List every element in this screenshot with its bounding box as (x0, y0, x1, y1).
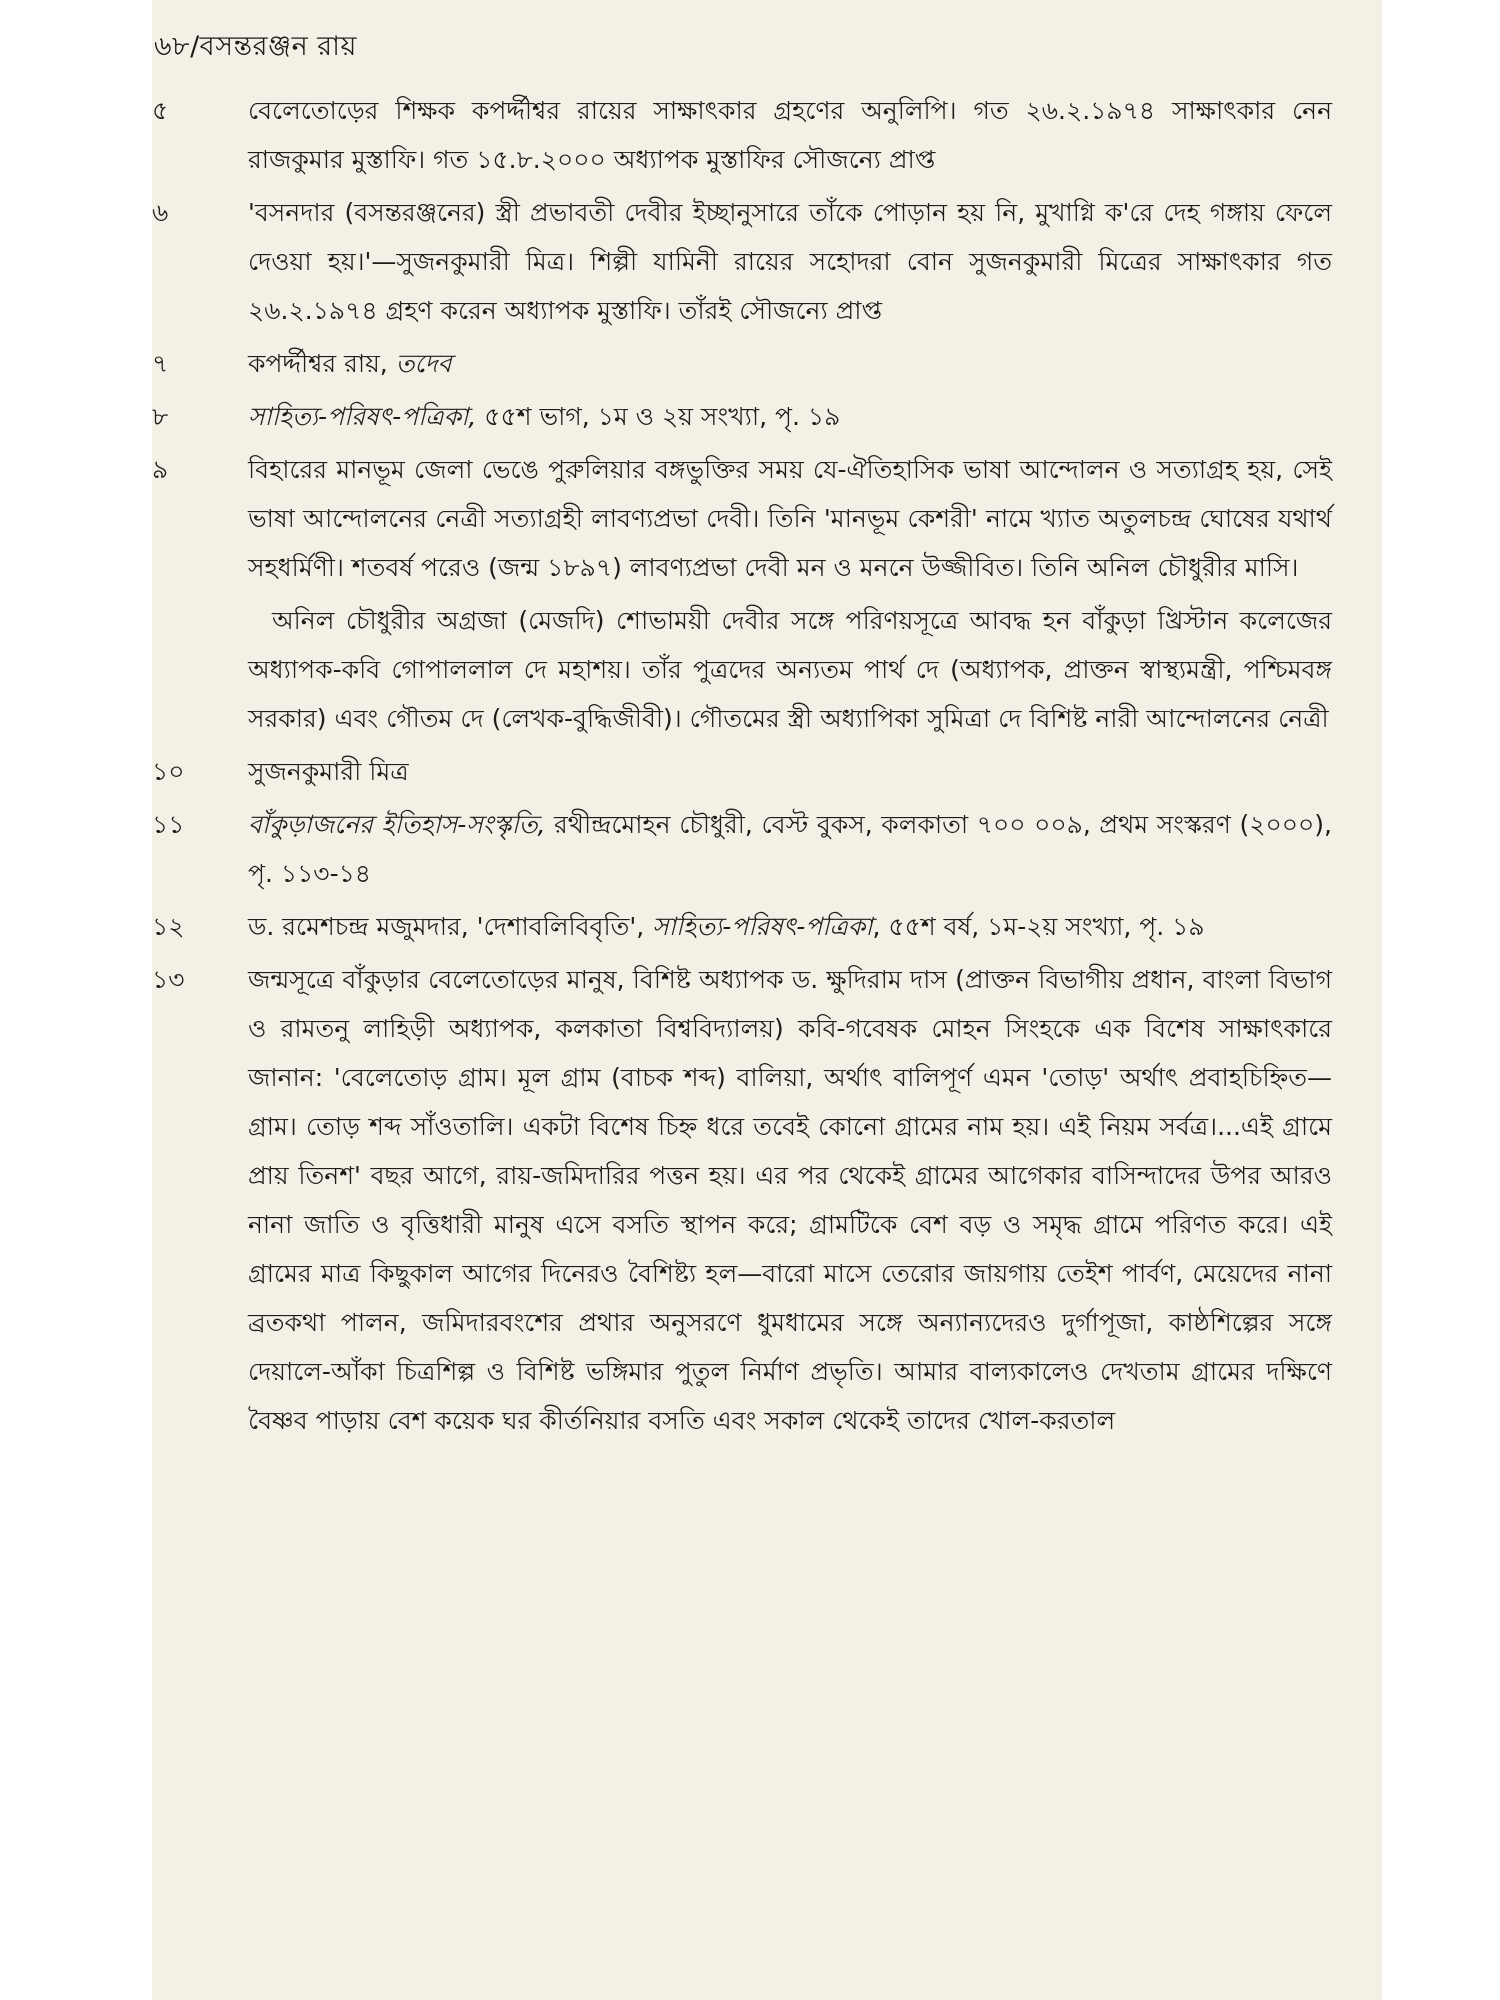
note-number: ১৩ (152, 965, 185, 994)
note-number: ৯ (152, 455, 169, 484)
note-number: ৭ (152, 349, 169, 378)
note-number: ১০ (152, 757, 185, 786)
note-text: বিহারের মানভূম জেলা ভেঙে পুরুলিয়ার বঙ্গভুক্তির সময় যে-ঐতিহাসিক ভাষা আন্দোলন ও সত্যাগ্রহ হয়, সেই ভাষা আন্দোলনের নেত্রী সত্যাগ্রহী লাবণ্যপ্রভা দেবী। তিনি 'মানভূম কেশরী' নামে খ্যাত অতুলচন্দ্র ঘোষের যথার্থ সহধর্মিণী। শতবর্ষ পরেও (জন্ম ১৮৯৭) লাবণ্যপ্রভা দেবী মন ও মননে উজ্জীবিত। তিনি অনিল চৌধুরীর মাসি। (248, 455, 1332, 582)
endnote-12 (152, 902, 1332, 951)
endnote-13 (152, 955, 1332, 1445)
note-text: জন্মসূত্রে বাঁকুড়ার বেলেতোড়ের মানুষ, বিশিষ্ট অধ্যাপক ড. ক্ষুদিরাম দাস (প্রাক্তন বিভাগীয় প্রধান, বাংলা বিভাগ ও রামতনু লাহিড়ী অধ্যাপক, কলকাতা বিশ্ববিদ্যালয়) কবি-গবেষক মোহন সিংহকে এক বিশেষ সাক্ষাৎকারে জানান: 'বেলেতোড় গ্রাম। মূল গ্রাম (বাচক শব্দ) বালিয়া, অর্থাৎ বালিপূর্ণ এমন 'তোড়' অর্থাৎ প্রবাহচিহ্নিত—গ্রাম। তোড় শব্দ সাঁওতালি। একটা বিশেষ চিহ্ন ধরে তবেই কোনো গ্রামের নাম হয়। এই নিয়ম সর্বত্র।...এই গ্রামে প্রায় তিনশ' বছর আগে, রায়-জমিদারির পত্তন হয়। এর পর থেকেই গ্রামের আগেকার বাসিন্দাদের উপর আরও নানা জাতি ও বৃত্তিধারী মানুষ এসে বসতি স্থাপন করে; গ্রামটিকে বেশ বড় ও সমৃদ্ধ গ্রামে পরিণত করে। এই গ্রামের মাত্র কিছুকাল আগের দিনেরও বৈশিষ্ট্য হল—বারো মাসে তেরোর জায়গায় তেইশ পার্বণ, মেয়েদের নানা ব্রতকথা পালন, জমিদারবংশের প্রথার অনুসরণে ধুমধামের সঙ্গে অন্যান্যদেরও দুর্গাপূজা, কাষ্ঠশিল্পের সঙ্গে দেয়ালে-আঁকা চিত্রশিল্প ও বিশিষ্ট ভঙ্গিমার পুতুল নির্মাণ প্রভৃতি। আমার বাল্যকালেও দেখতাম গ্রামের দক্ষিণে বৈষ্ণব পাড়ায় বেশ কয়েক ঘর কীর্তনিয়ার বসতি এবং সকাল থেকেই তাদের খোল-করতাল (248, 965, 1332, 1435)
note-number: ১১ (152, 810, 185, 839)
note-text: বেলেতোড়ের শিক্ষক কপর্দ্দীশ্বর রায়ের সাক্ষাৎকার গ্রহণের অনুলিপি। গত ২৬.২.১৯৭৪ সাক্ষাৎকার নেন রাজকুমার মুস্তাফি। গত ১৫.৮.২০০০ অধ্যাপক মুস্তাফির সৌজন্যে প্রাপ্ত (248, 96, 1332, 174)
note-text: 'বসনদার (বসন্তরঞ্জনের) স্ত্রী প্রভাবতী দেবীর ইচ্ছানুসারে তাঁকে পোড়ান হয় নি, মুখাগ্নি ক'রে দেহ গঙ্গায় ফেলে দেওয়া হয়।'—সুজনকুমারী মিত্র। শিল্পী যামিনী রায়ের সহোদরা বোন সুজনকুমারী মিত্রের সাক্ষাৎকার গত ২৬.২.১৯৭৪ গ্রহণ করেন অধ্যাপক মুস্তাফি। তাঁরই সৌজন্যে প্রাপ্ত (248, 198, 1332, 325)
note-number: ৫ (152, 96, 169, 125)
endnote-6 (152, 188, 1332, 335)
note-text: সাহিত্য-পরিষৎ-পত্রিকা, ৫৫শ ভাগ, ১ম ও ২য় সংখ্যা, পৃ. ১৯ (248, 402, 841, 431)
note-text-continued: অনিল চৌধুরীর অগ্রজা (মেজদি) শোভাময়ী দেবীর সঙ্গে পরিণয়সূত্রে আবদ্ধ হন বাঁকুড়া খ্রিস্টান কলেজের অধ্যাপক-কবি গোপাললাল দে মহাশয়। তাঁর পুত্রদের অন্যতম পার্থ দে (অধ্যাপক, প্রাক্তন স্বাস্থ্যমন্ত্রী, পশ্চিমবঙ্গ সরকার) এবং গৌতম দে (লেখক-বুদ্ধিজীবী)। গৌতমের স্ত্রী অধ্যাপিকা সুমিত্রা দে বিশিষ্ট নারী আন্দোলনের নেত্রী (248, 606, 1332, 733)
endnote-5 (152, 86, 1332, 184)
note-number: ৮ (152, 402, 169, 431)
note-text: ড. রমেশচন্দ্র মজুমদার, 'দেশাবলিবিবৃতি', সাহিত্য-পরিষৎ-পত্রিকা, ৫৫শ বর্ষ, ১ম-২য় সংখ্যা, পৃ. ১৯ (248, 912, 1205, 941)
note-text: কপর্দ্দীশ্বর রায়, তদেব (248, 349, 452, 378)
italic-journal-title: সাহিত্য-পরিষৎ-পত্রিকা (652, 912, 873, 941)
endnote-11 (152, 800, 1332, 898)
italic-book-title: বাঁকুড়াজনের ইতিহাস-সংস্কৃতি, (248, 810, 546, 839)
note-text: বাঁকুড়াজনের ইতিহাস-সংস্কৃতি, রথীন্দ্রমোহন চৌধুরী, বেস্ট বুকস, কলকাতা ৭০০ ০০৯, প্রথম সংস্করণ (২০০০), পৃ. ১১৩-১৪ (248, 810, 1332, 888)
endnote-10 (152, 747, 1332, 796)
italic-journal-title: সাহিত্য-পরিষৎ-পত্রিকা, (248, 402, 477, 431)
running-header: ৬৮/বসন্তরঞ্জন রায় (154, 31, 357, 62)
book-page (152, 0, 1382, 2000)
note-number: ৬ (152, 198, 169, 227)
endnote-9 (152, 445, 1332, 743)
endnote-8 (152, 392, 1332, 441)
endnotes-list (152, 86, 1332, 1449)
italic-citation: তদেব (395, 349, 452, 378)
note-number: ১২ (152, 912, 185, 941)
endnote-7 (152, 339, 1332, 388)
note-text: সুজনকুমারী মিত্র (248, 757, 409, 786)
